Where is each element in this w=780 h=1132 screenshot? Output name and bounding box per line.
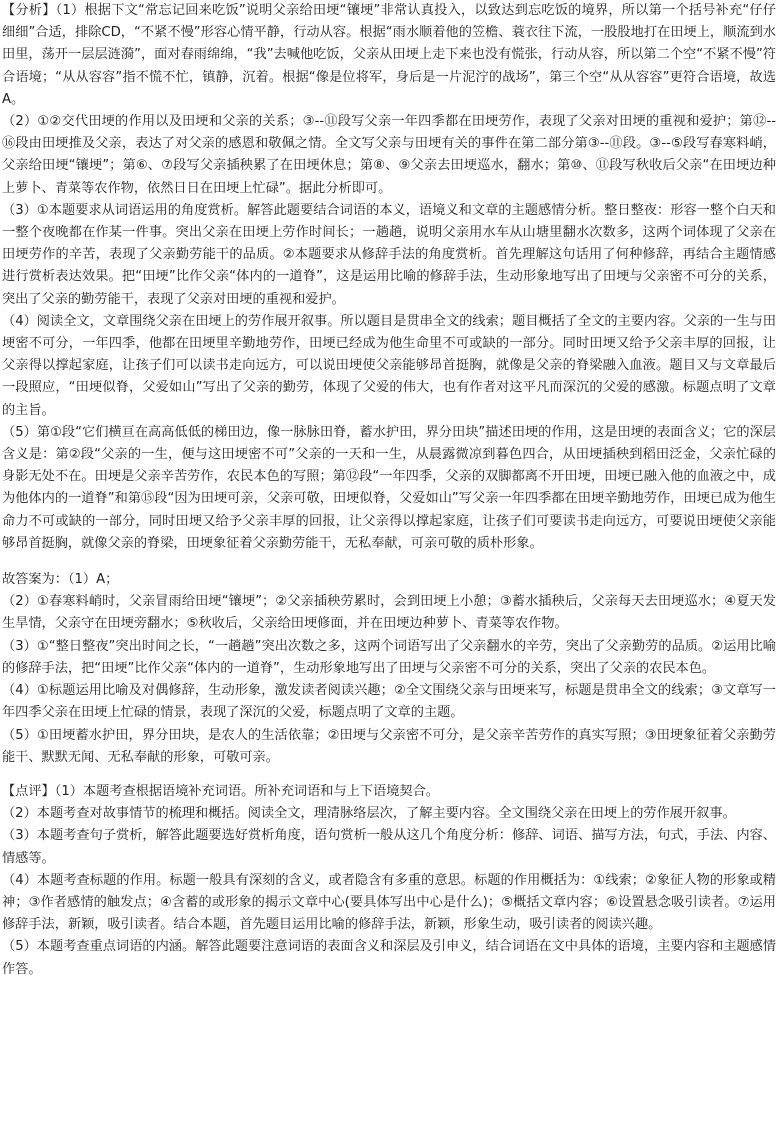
analysis-paragraph-4: （4）阅读全文，文章围绕父亲在田埂上的劳作展开叙事。所以题目是贯串全文的线索；题目概括了全文的主要内容。父亲的一生与田埂密不可分，一年四季，他都在田埂里辛勤地劳作，田埂已经成为他生命里不可或缺的一部分。同时田埂又给予父亲丰厚的回报，让父亲得以撑起家庭，让孩子们可以读书走向远方，可以说田埂使父亲能够昂首挺胸，就像是父亲的脊梁融入血液。题目又与文章最后一段照应，“田埂似脊，父爱如山”写出了父亲的勤劳，体现了父爱的伟大，也有作者对这平凡而深沉的父爱的感激。标题点明了文章的主旨。 <box>2 313 776 418</box>
answers-paragraph-1: 故答案为：（1）A； <box>2 572 119 588</box>
comments-paragraph-5: （5）本题考查重点词语的内涵。解答此题要注意词语的表面含义和深层及引申义，结合词语在文中具体的语境，主要内容和主题感情作答。 <box>2 939 776 977</box>
analysis-section <box>2 0 776 555</box>
analysis-paragraph-2: （2）①②交代田埂的作用以及田埂和父亲的关系；③--⑪段写父亲一年四季都在田埂劳作，表现了父亲对田埂的重视和爱护；第⑫--⑯段由田埂推及父亲，表达了对父亲的感恩和敬佩之情。全文写父亲与田埂有关的事件在第二部分第③--⑪段。③--⑤段写春寒料峭，父亲给田埂“镶埂”；第⑥、⑦段写父亲插秧累了在田埂休息；第⑧、⑨父亲去田埂巡水，翻水；第⑩、⑪段写秋收后父亲“在田埂边种上萝卜、青菜等农作物，依然日日在田埂上忙碌”。据此分析即可。 <box>2 114 776 196</box>
analysis-paragraph-1: 【分析】（1）根据下文“常忘记回来吃饭”说明父亲给田埂“镶埂”非常认真投入，以致达到忘吃饭的境界，所以第一个括号补充“仔仔细细”合适，排除CD，“不紧不慢”形容心情平静，行动从容。根据“雨水顺着他的笠檐、蓑衣往下流，一股股地打在田埂上，顺流到水田里，荡开一层层涟漪”，面对春雨绵绵，“我”去喊他吃饭，父亲从田埂上走下来也没有慌张，行动从容，所以第二个空“不紧不慢”符合语境；“从从容容”指不慌不忙，镇静，沉着。根据“像是位将军，身后是一片泥泞的战场”，第三个空“从从容容”更符合语境，故选A。 <box>2 3 776 107</box>
comments-paragraph-3: （3）本题考查句子赏析，解答此题要选好赏析角度，语句赏析一般从这几个角度分析：修辞、词语、描写方法，句式，手法、内容、情感等。 <box>2 828 776 866</box>
answers-paragraph-3: （3）①“整日整夜”突出时间之长，“一趟趟”突出次数之多，这两个词语写出了父亲翻水的辛劳，突出了父亲勤劳的品质。②运用比喻的修辞手法，把“田埂”比作父亲“体内的一道脊”，生动形象地写出了田埂与父亲密不可分的关系，突出了父亲的农民本色。 <box>2 638 776 676</box>
comments-paragraph-1: 【点评】（1）本题考查根据语境补充词语。所补充词语和与上下语境契合。 <box>2 783 439 799</box>
section-spacer <box>2 769 776 781</box>
analysis-paragraph-3: （3）①本题要求从词语运用的角度赏析。解答此题要结合词语的本义，语境义和文章的主题感情分析。整日整夜：形容一整个白天和一整个夜晚都在作某一件事。突出父亲在田埂上劳作时间长；一趟趟，说明父亲用水车从山塘里翻水次数多，这两个词体现了父亲在田埂劳作的辛苦，表现了父亲勤劳能干的品质。②本题要求从修辞手法的角度赏析。首先理解这句话用了何种修辞，再结合主题情感进行赏析表达效果。把“田埂”比作父亲“体内的一道脊”，这是运用比喻的修辞手法，生动形象地写出了田埂与父亲密不可分的关系，突出了父亲的勤劳能干，表现了父亲对田埂的重视和爱护。 <box>2 202 776 307</box>
analysis-paragraph-5: （5）第①段“它们横亘在高高低低的梯田边，像一脉脉田脊，蓄水护田，界分田块”描述田埂的作用，这是田埂的表面含义；它的深层含义是：第②段“父亲的一生，便与这田埂密不可”父亲的一天和一生，从晨露微凉到暮色四合，从田埂插秧到稻田泛金，父亲忙碌的身影无处不在。田埂是父亲辛苦劳作，农民本色的写照；第⑫段“一年四季，父亲的双脚都离不开田埂，田埂已融入他的血液之中，成为他体内的一道脊”和第⑮段“因为田埂可亲，父亲可敬，田埂似脊，父爱如山”写父亲一年四季都在田埂辛勤地劳作，田埂已成为他生命力不可或缺的一部分，同时田埂又给予父亲丰厚的回报，让父亲得以撑起家庭，让孩子们可要读书走向远方，可要说田埂使父亲能够昂首挺胸，就像父亲的脊梁，田埂象征着父亲勤劳能干，无私奉献，可亲可敬的质朴形象。 <box>2 424 776 551</box>
comments-section <box>2 781 776 981</box>
comments-paragraph-2: （2）本题考查对故事情节的梳理和概括。阅读全文，理清脉络层次，了解主要内容。全文围绕父亲在田埂上的劳作展开叙事。 <box>2 806 736 822</box>
comments-paragraph-4: （4）本题考查标题的作用。标题一般具有深刻的含义，或者隐含有多重的意思。标题的作用概括为：①线索；②象征人物的形象或精神；③作者感情的触发点；④含蓄的或形象的揭示文章中心(要具体写出中心是什么)；⑤概括文章内容；⑥设置悬念吸引读者。⑦运用修辞手法，新颖，吸引读者。结合本题，首先题目运用比喻的修辞手法，新颖，形象生动，吸引读者的阅读兴趣。 <box>2 872 776 933</box>
answers-paragraph-4: （4）①标题运用比喻及对偶修辞，生动形象，激发读者阅读兴趣；②全文围绕父亲与田埂来写，标题是贯串全文的线索；③文章写一年四季父亲在田埂上忙碌的情景，表现了深沉的父爱，标题点明了文章的主题。 <box>2 683 776 721</box>
section-spacer <box>2 555 776 569</box>
answers-paragraph-2: （2）①春寒料峭时，父亲冒雨给田埂“镶埂”；②父亲插秧劳累时，会到田埂上小憩；③蓄水插秧后，父亲每天去田埂巡水；④夏天发生旱情，父亲守在田埂旁翻水；⑤秋收后，父亲给田埂修面，并在田埂边种萝卜、青菜等农作物。 <box>2 594 776 632</box>
answers-section <box>2 569 776 769</box>
answers-paragraph-5: （5）①田埂蓄水护田，界分田块，是农人的生活依靠；②田埂与父亲密不可分，是父亲辛苦劳作的真实写照；③田埂象征着父亲勤劳能干、默默无闻、无私奉献的形象，可敬可亲。 <box>2 727 776 765</box>
